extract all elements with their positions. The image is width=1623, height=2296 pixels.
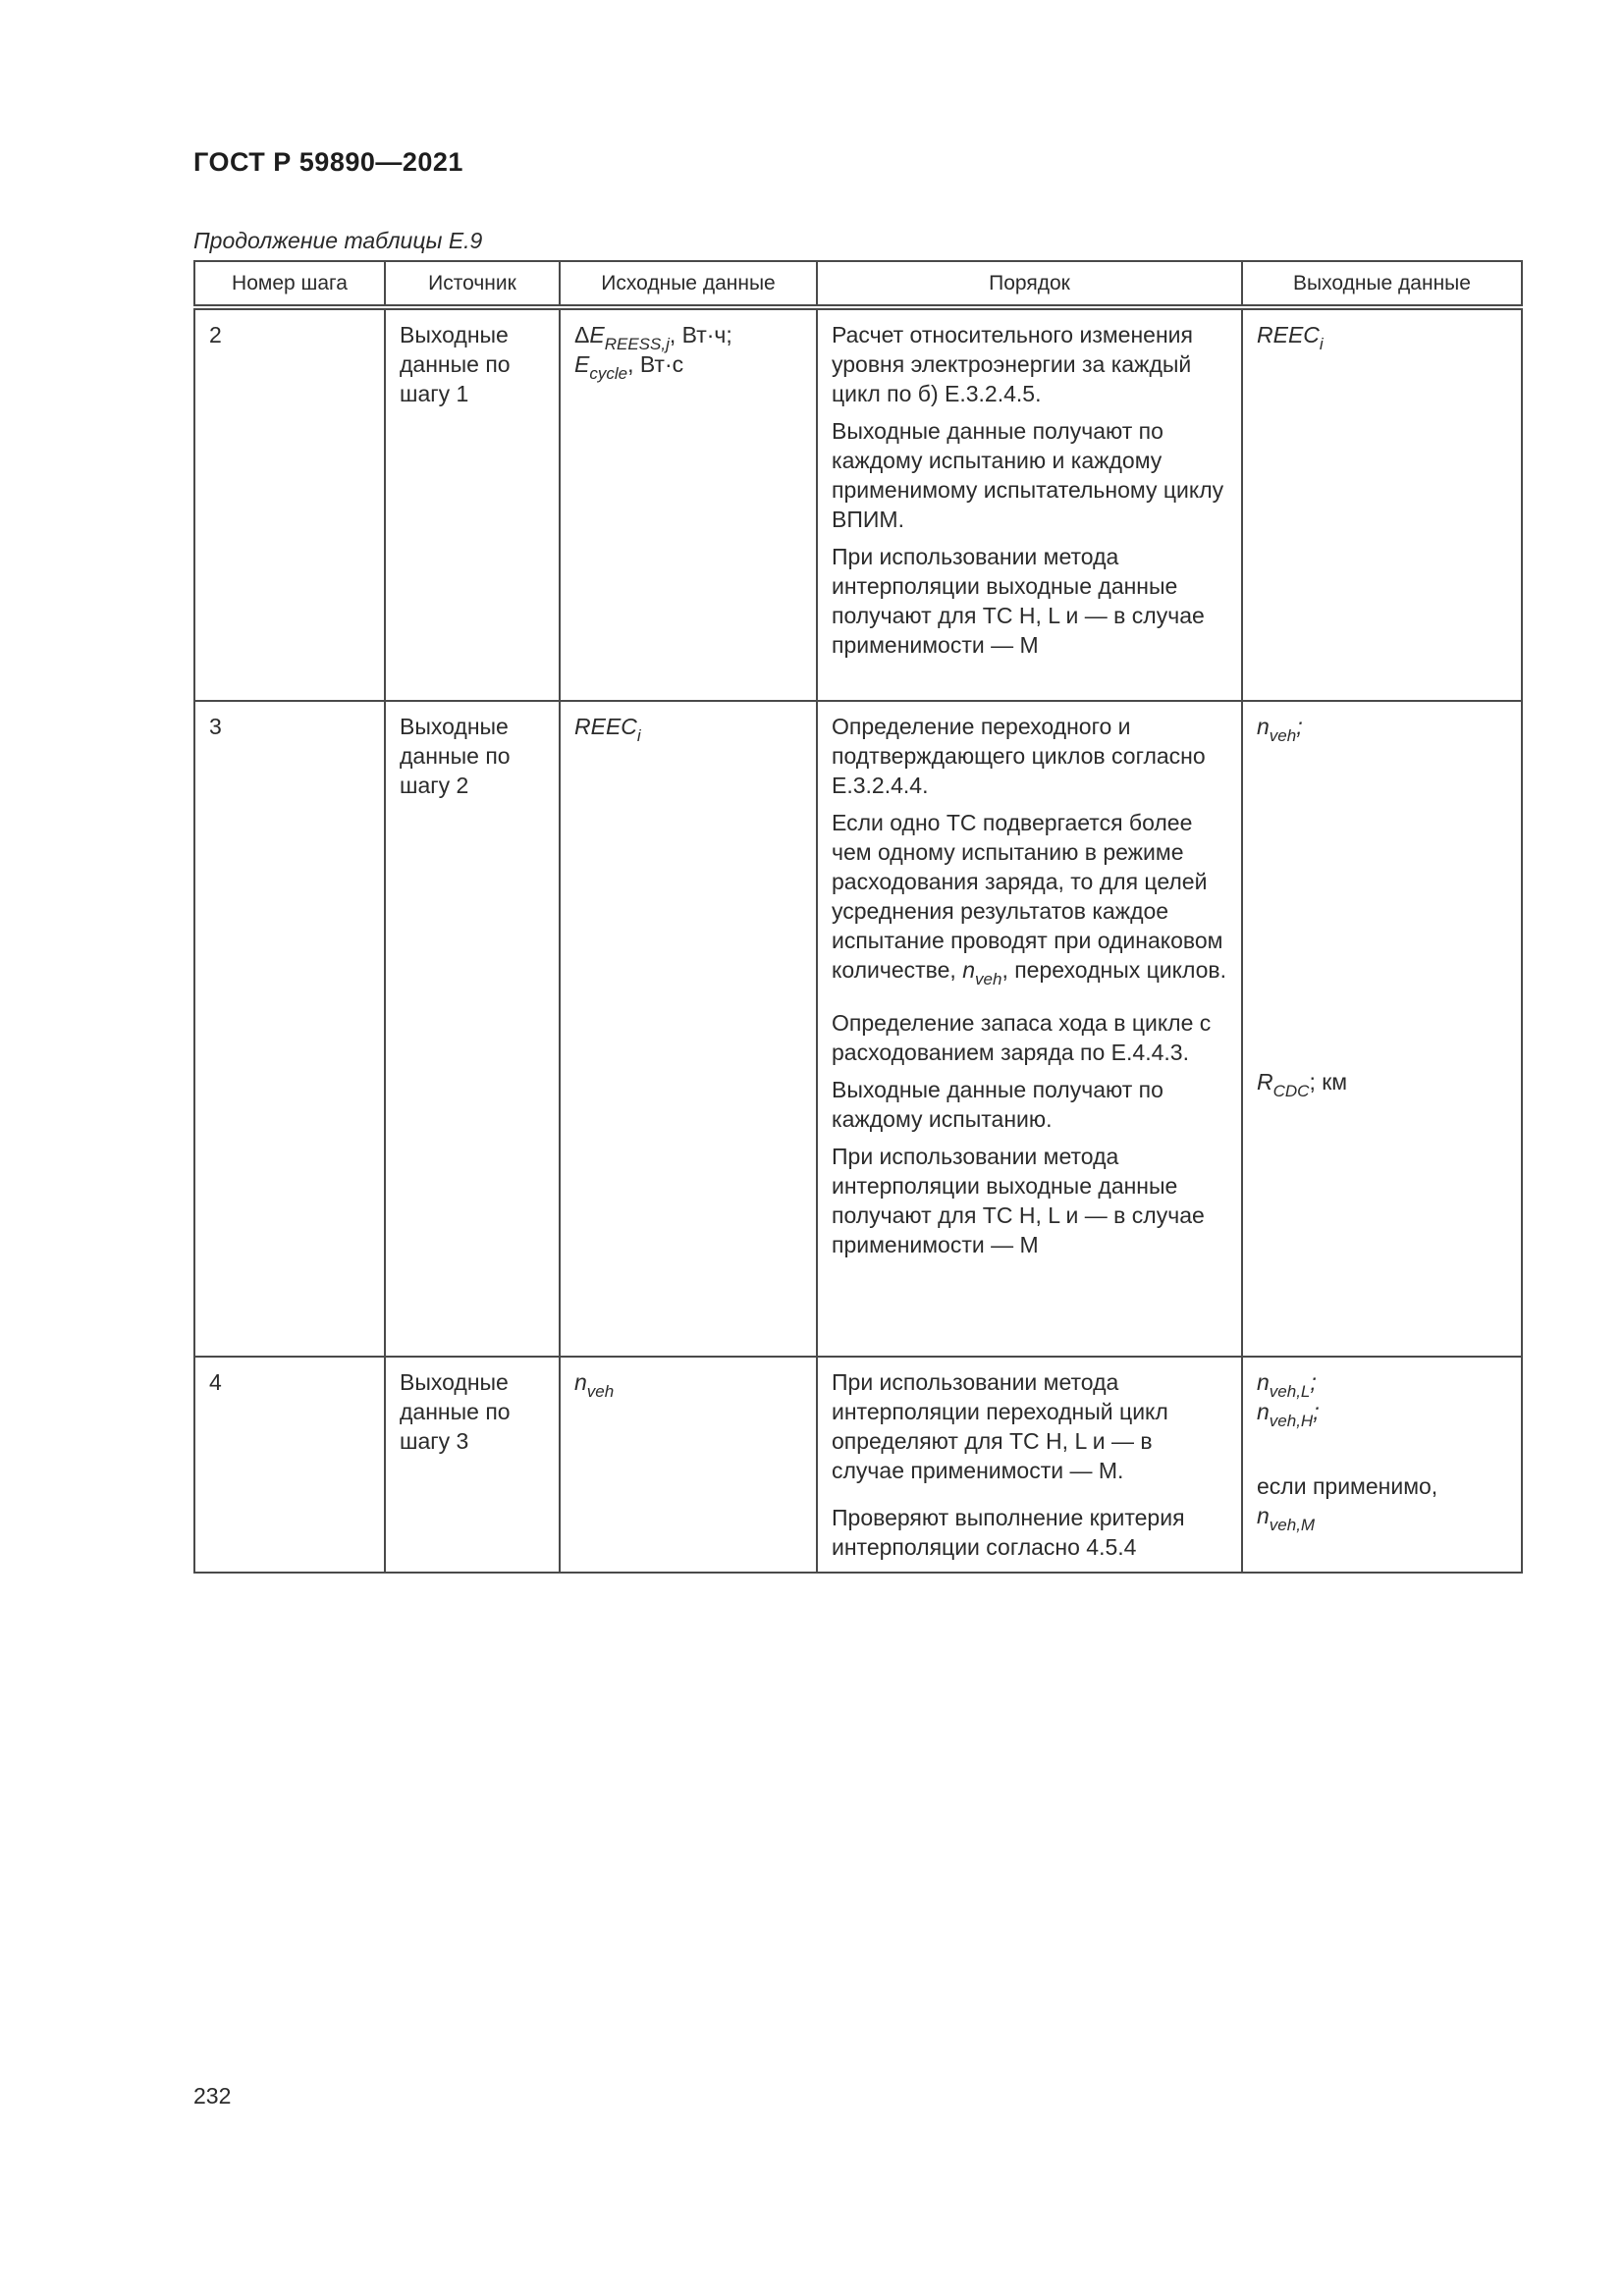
- col-step-header: Номер шага: [194, 261, 385, 307]
- step-number: 2: [194, 307, 385, 701]
- procedure-paragraph: Определение переходного и подтверждающего циклов согласно Е.3.2.4.4.: [832, 714, 1206, 798]
- procedure-cell: [817, 307, 1242, 701]
- step-number: 3: [194, 701, 385, 1357]
- procedure-paragraph: Если одно ТС подвергается более чем одному испытанию в режиме расходования заряда, то для целей усреднения результатов каждое испытание проводят при одинаковом количестве, $n_{veh}$, переходных циклов.: [832, 810, 1227, 988]
- document-header: ГОСТ Р 59890—2021: [193, 147, 463, 177]
- procedure-paragraph: Определение запаса хода в цикле с расходованием заряда по Е.4.4.3.: [832, 1010, 1212, 1065]
- table-row-step-2: [194, 307, 1522, 701]
- table-row-step-4: [194, 1357, 1522, 1573]
- output-cell: [1242, 1357, 1522, 1573]
- procedure-paragraph: При использовании метода интерполяции выходные данные получают для ТС H, L и — в случае применимости — M: [832, 1144, 1205, 1257]
- procedure-paragraph: Расчет относительного изменения уровня электроэнергии за каждый цикл по б) Е.3.2.4.5.: [832, 322, 1193, 406]
- source-cell: Выходные данные по шагу 3: [385, 1357, 560, 1573]
- source-cell: Выходные данные по шагу 1: [385, 307, 560, 701]
- table-header-row: [194, 261, 1522, 307]
- output-item: $R_{CDC}$; км: [1257, 1069, 1348, 1100]
- output-cell: [1242, 701, 1522, 1357]
- col-source-header: Источник: [385, 261, 560, 307]
- output-item: $n_{veh}$;: [1257, 714, 1303, 745]
- col-procedure-header: Порядок: [817, 261, 1242, 307]
- procedure-cell: [817, 1357, 1242, 1573]
- procedure-cell: [817, 701, 1242, 1357]
- page-number: 232: [193, 2083, 232, 2109]
- source-cell: Выходные данные по шагу 2: [385, 701, 560, 1357]
- procedure-paragraph: Выходные данные получают по каждому испытанию.: [832, 1077, 1163, 1132]
- procedure-paragraph: Выходные данные получают по каждому испытанию и каждому применимому испытательному циклу ВПИМ.: [832, 418, 1224, 532]
- input-cell: $n_{veh}$: [560, 1357, 817, 1573]
- procedure-paragraph: При использовании метода интерполяции выходные данные получают для ТС H, L и — в случае применимости — M: [832, 544, 1205, 658]
- col-input-header: Исходные данные: [560, 261, 817, 307]
- col-output-header: Выходные данные: [1242, 261, 1522, 307]
- procedure-paragraph: Проверяют выполнение критерия интерполяции согласно 4.5.4: [832, 1505, 1185, 1560]
- input-cell: $REEC_i$: [560, 701, 817, 1357]
- table-row-step-3: [194, 701, 1522, 1357]
- procedure-paragraph: При использовании метода интерполяции переходный цикл определяют для ТС H, L и — в случае применимости — M.: [832, 1369, 1168, 1483]
- input-cell: $\Delta E_{REESS,j}$, Вт·ч; $E_{cycle}$, Вт·с: [560, 307, 817, 701]
- output-item: $n_{veh,L}$;: [1257, 1369, 1317, 1401]
- output-item: $n_{veh,M}$: [1257, 1503, 1316, 1534]
- output-item: если применимо,: [1257, 1473, 1438, 1499]
- step-number: 4: [194, 1357, 385, 1573]
- output-item: $n_{veh,H}$;: [1257, 1399, 1320, 1430]
- table-caption: Продолжение таблицы Е.9: [193, 228, 483, 253]
- steps-table: [193, 260, 1523, 1574]
- output-cell: $REEC_i$: [1242, 307, 1522, 701]
